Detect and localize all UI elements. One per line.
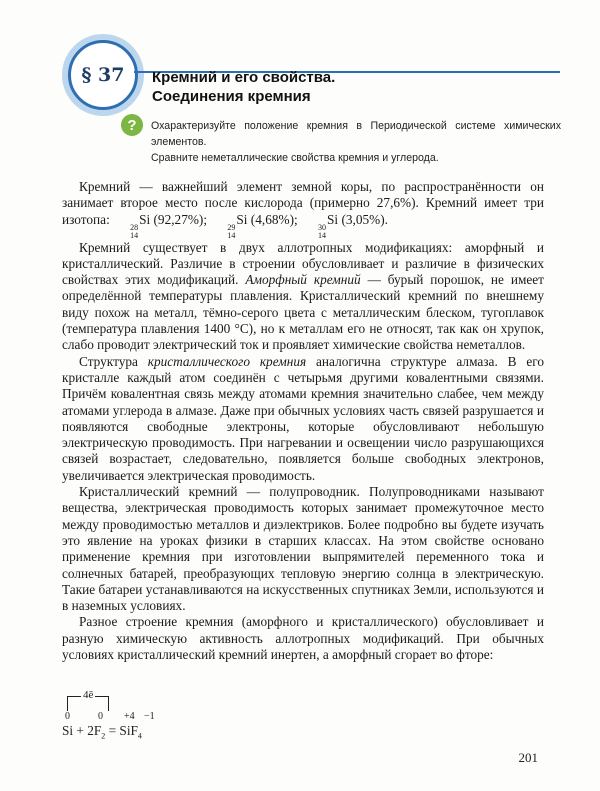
term-crystalline: кристаллического кремния — [147, 353, 307, 369]
ox-state-f-product: −1 — [144, 711, 155, 722]
question-2: Сравните неметаллические свойства кремния и углерода. — [151, 152, 439, 164]
ox-state-f: 0 — [98, 711, 103, 722]
ox-state-si-product: +4 — [124, 711, 135, 722]
title-line-1: Кремний и его свойства. — [152, 69, 336, 86]
section-badge — [68, 40, 138, 110]
paragraph-1: Кремний — важнейший элемент земной коры, по распространённости он занимает второе место после кислорода (примерно 27,6%). Кремний имеет три изотопа: 28 14 Si (92,27%); 29 14 Si (4,68%); 30 14 Si (3,05%). — [62, 179, 544, 240]
isotope-notation: 29 14 — [227, 222, 236, 240]
question-icon: ? — [121, 114, 143, 136]
term-amorphous: Аморфный кремний — [245, 272, 361, 288]
paragraph-4: Кристаллический кремний — полупроводник. Полупроводниками называют вещества, электрическая проводимость которых занимает промежуточное место между проводимостью металлов и диэлектриков. Более подробно вы будете изучать это явление на уроках физики в старших классах. На этом свойстве основано применение кремния при изготовлении выпрямителей переменного тока и солнечных батарей, преобразующих тепловую энергию солнца в электрическую. Такие батареи устанавливаются на искусственных спутниках Земли, используются и в наземных условиях. — [62, 484, 544, 614]
paragraph-3: Структура кристаллического кремния аналогична структуре алмаза. В его кристалле каждый атом соединён с четырьмя другими ковалентными связями. Причём ковалентная связь между атомами кремния значительно слабее, чем между атомами углерода в алмазе. Даже при обычных условиях часть связей разрушается и появляются свободные электроны, которые обусловливают небольшую электрическую проводимость. При нагревании и освещении число разрушающихся связей возрастает, следовательно, появляется больше свободных электронов, увеличивается электрическая проводимость. — [62, 353, 544, 483]
page-number: 201 — [518, 750, 538, 765]
ox-state-si: 0 — [65, 711, 70, 722]
equation-line: $Si + 2F_2 = SiF_4$ — [62, 723, 142, 741]
main-text — [62, 179, 544, 663]
isotope-notation: 30 14 — [318, 222, 327, 240]
question-1: Охарактеризуйте положение кремния в Периодической системе химических элементов. — [151, 120, 561, 148]
section-number: § 37 — [81, 64, 125, 86]
paragraph-2: Кремний существует в двух аллотропных модификациях: аморфный и кристаллический. Различие в строении обусловливает и различие в физических свойствах этих модификаций. Аморфный кремний — бурый порошок, не имеет определённой температуры плавления. Кристаллический кремний по внешнему виду похож на металл, тёмно-серого цвета с металлическим блеском, тугоплавок (температура плавления 1400 °С), но к металлам его не относят, так как он хрупок, слабо проводит электрический ток и проявляет химические свойства неметаллов. — [62, 239, 544, 353]
title-line-2: Соединения кремния — [152, 88, 311, 105]
paragraph-5: Разное строение кремния (аморфного и кристаллического) обусловливает и разную химическую активность аллотропных модификаций. При обычных условиях кристаллический кремний инертен, а аморфный сгорает во фторе: — [62, 614, 544, 663]
review-questions — [151, 118, 561, 166]
section-title — [152, 68, 335, 106]
electron-count: 4ē — [83, 689, 94, 701]
isotope-notation: 28 14 — [130, 222, 139, 240]
reaction-equation — [62, 689, 182, 739]
